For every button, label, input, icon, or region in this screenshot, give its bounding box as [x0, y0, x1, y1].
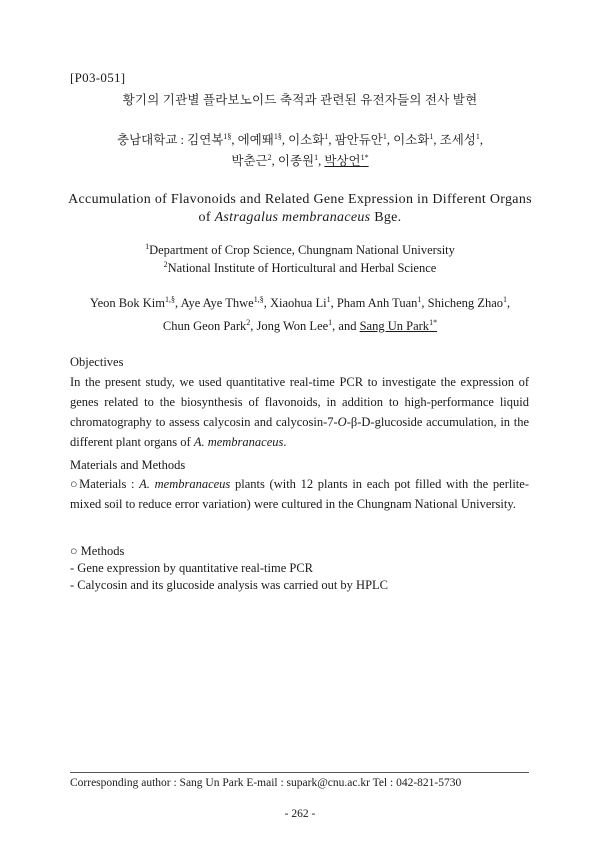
- author-name-text: Yeon Bok Kim: [89, 296, 165, 310]
- materials-text: [70, 474, 529, 514]
- author-separator: ,: [386, 133, 394, 147]
- author-name: [288, 133, 328, 147]
- author-separator: ,: [318, 154, 325, 168]
- author-name: [187, 133, 231, 147]
- author-name: [163, 319, 250, 333]
- author-affiliation-sup: 1§: [273, 131, 282, 141]
- footer-divider: [70, 772, 529, 773]
- author-name: [278, 154, 318, 168]
- author-separator: ,: [250, 319, 257, 333]
- author-name: [238, 133, 282, 147]
- author-name-text: Xiaohua Li: [269, 296, 327, 310]
- author-name-text: Sang Un Park: [359, 319, 430, 333]
- author-name: [181, 296, 264, 310]
- english-authors-line2: [0, 319, 600, 334]
- author-affiliation-sup: 2: [246, 317, 251, 327]
- title-species: Astragalus membranaceus: [214, 210, 371, 225]
- author-affiliation-sup: 1: [429, 131, 434, 141]
- author-affiliation-sup: 1: [475, 131, 480, 141]
- objectives-heading: Objectives: [70, 355, 124, 369]
- author-affiliation-sup: 1,§: [165, 294, 175, 304]
- affiliation-2-text: National Institute of Horticultural and Herbal Science: [167, 261, 437, 275]
- author-name-text: Jong Won Lee: [256, 319, 329, 333]
- author-name: [335, 133, 387, 147]
- author-separator: ,: [421, 296, 428, 310]
- author-name: [428, 296, 507, 310]
- author-name: [440, 133, 480, 147]
- author-name-text: 박상언: [324, 154, 361, 168]
- materials-species: A. membranaceus: [139, 477, 231, 491]
- author-separator: ,: [231, 133, 238, 147]
- title-suffix: Bge.: [370, 210, 402, 225]
- affiliation-2: [0, 261, 600, 276]
- author-separator: ,: [281, 133, 289, 147]
- author-affiliation-sup: 1: [328, 317, 333, 327]
- author-name-text: 팜안듀안: [334, 133, 383, 147]
- author-affiliation-sup: 1: [326, 294, 331, 304]
- author-name-text: Shicheng Zhao: [427, 296, 503, 310]
- method-item-2: - Calycosin and its glucoside analysis was carried out by HPLC: [70, 578, 388, 592]
- author-affiliation-sup: 1: [417, 294, 422, 304]
- author-affiliation-sup: 1*: [360, 152, 369, 162]
- objectives-text-a: In the present study, we used quantitative real-time PCR to investigate the expression of genes related to the biosynthesis of flavonoids, in addition to high-performance liquid chromatography to assess calycosin and calycosin-7-: [70, 375, 529, 429]
- author-name: [393, 133, 433, 147]
- author-name: [337, 296, 422, 310]
- author-name-text: 이소화: [288, 133, 325, 147]
- english-title-line2: [0, 210, 600, 226]
- author-name: [257, 319, 333, 333]
- author-separator: ,: [433, 133, 440, 147]
- author-name: [231, 154, 271, 168]
- materials-prefix: ○Materials :: [70, 477, 140, 491]
- author-affiliation-sup: 1: [314, 152, 319, 162]
- affiliation-2-sup: 2: [163, 259, 168, 269]
- english-authors-line1: Yeon Bok Kim$^{1,\S}$, Aye Aye Thwe$^{1,\S}$, Xiaohua Li$^1$, Pham Anh Tuan$^1$, Shicheng Zhao$^1$,: [89, 294, 511, 310]
- author-name-text: 에예뙈: [237, 133, 274, 147]
- objectives-species: A. membranaceus: [193, 435, 284, 449]
- author-separator: ,: [175, 296, 181, 310]
- title-prefix: of: [198, 210, 215, 225]
- author-name-text: 이소화: [393, 133, 430, 147]
- affiliation-1-sup: 1: [145, 241, 150, 251]
- author-name: [90, 296, 175, 310]
- korean-affiliation-prefix: 충남대학교 :: [117, 133, 188, 147]
- author-separator: ,: [332, 319, 339, 333]
- author-separator: ,: [328, 133, 335, 147]
- author-name: [360, 319, 437, 333]
- author-name-text: Aye Aye Thwe: [180, 296, 254, 310]
- method-item-1: - Gene expression by quantitative real-time PCR: [70, 561, 313, 575]
- materials-body: plants (with 12 plants in each pot filled with the perlite-mixed soil to reduce error variation) were cultured in the Chungnam National University.: [70, 477, 529, 511]
- author-affiliation-sup: 1: [324, 131, 329, 141]
- author-name: [324, 154, 368, 168]
- korean-title: 황기의 기관별 플라보노이드 축적과 관련된 유전자들의 전사 발현: [122, 93, 478, 107]
- author-name-text: 김연복: [187, 133, 224, 147]
- author-name-text: 조세성: [439, 133, 476, 147]
- author-affiliation-sup: 1*: [429, 317, 438, 327]
- author-separator: ,: [263, 296, 270, 310]
- page-number: - 262 -: [284, 808, 316, 820]
- objectives-text-b: -β-D-glucoside accumulation, in the different plant organs of: [70, 415, 529, 449]
- author-affiliation-sup: 2: [267, 152, 272, 162]
- objectives-italic-o: O: [337, 415, 347, 429]
- author-separator: ,: [330, 296, 337, 310]
- objectives-text-end: .: [283, 435, 287, 449]
- methods-heading: ○ Methods: [70, 544, 125, 558]
- author-affiliation-sup: 1: [382, 131, 387, 141]
- abstract-code: [P03-051]: [70, 70, 126, 85]
- affiliation-1: [0, 243, 600, 258]
- author-name-text: 박춘근: [231, 154, 268, 168]
- author-and: and: [338, 319, 360, 333]
- author-name-text: Pham Anh Tuan: [336, 296, 418, 310]
- korean-authors-list: 김연복$^{1\S}$, 에예뙈$^{1\S}$, 이소화$^1$, 팜안듀안$^1$, 이소화$^1$, 조세성$^1$,: [187, 131, 483, 147]
- korean-authors-line2: [0, 151, 600, 169]
- affiliation-1-text: Department of Crop Science, Chungnam National University: [149, 243, 455, 257]
- author-name-text: 이종원: [277, 154, 315, 168]
- author-affiliation-sup: 1: [503, 294, 507, 304]
- author-affiliation-sup: 1§: [223, 131, 232, 141]
- english-title-line1: Accumulation of Flavonoids and Related Gene Expression in Different Organs: [68, 192, 532, 207]
- korean-authors-line1: [0, 130, 600, 148]
- objectives-text: [70, 372, 529, 452]
- author-affiliation-sup: 1,§: [253, 294, 264, 304]
- author-separator: ,: [271, 154, 278, 168]
- corresponding-author: Corresponding author : Sang Un Park E-mail : supark@cnu.ac.kr Tel : 042-821-5730: [70, 777, 462, 789]
- author-name-text: Chun Geon Park: [162, 319, 247, 333]
- materials-heading: Materials and Methods: [70, 458, 186, 472]
- author-name: [270, 296, 331, 310]
